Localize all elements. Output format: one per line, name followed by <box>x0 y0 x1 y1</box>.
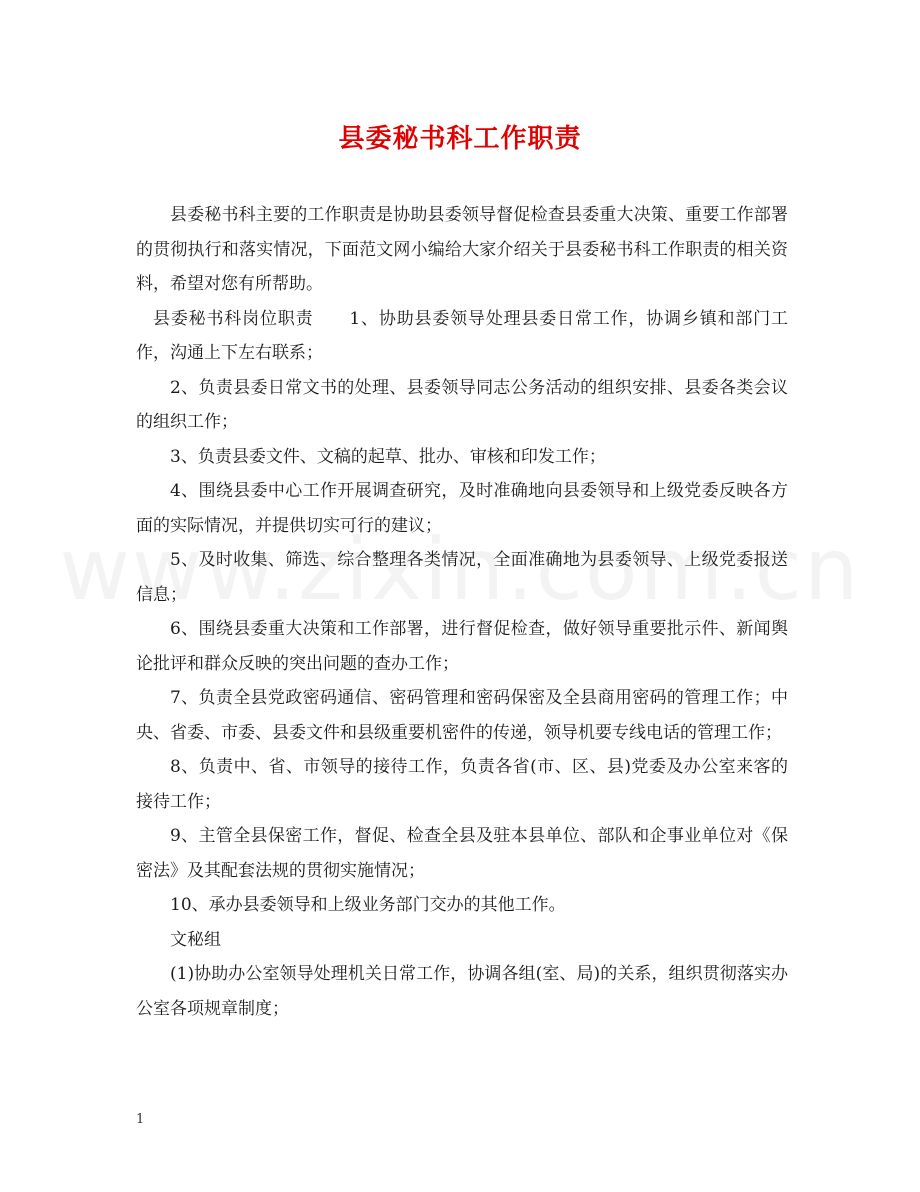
post-heading: 县委秘书科岗位职责 <box>153 308 314 329</box>
duty-item-7: 7、负责全县党政密码通信、密码管理和密码保密及全县商用密码的管理工作；中央、省委、市委、县委文件和县级重要机密件的传递，领导机要专线电话的管理工作； <box>136 688 788 743</box>
duty-item-3: 3、负责县委文件、文稿的起草、批办、审核和印发工作； <box>170 446 606 467</box>
post-duty-paragraph <box>136 302 788 371</box>
duty-item-9: 9、主管全县保密工作，督促、检查全县及驻本县单位、部队和企事业单位对《保密法》及其配套法规的贯彻实施情况； <box>136 826 788 881</box>
duty-item-6: 6、围绕县委重大决策和工作部署，进行督促检查，做好领导重要批示件、新闻舆论批评和群众反映的突出问题的查办工作； <box>136 619 788 674</box>
document-title: 县委秘书科工作职责 <box>338 124 582 154</box>
duty-item-4: 4、围绕县委中心工作开展调查研究，及时准确地向县委领导和上级党委反映各方面的实际情况，并提供切实可行的建议； <box>136 481 788 536</box>
duty-item-8: 8、负责中、省、市领导的接待工作，负责各省(市、区、县)党委及办公室来客的接待工作； <box>136 757 788 812</box>
section-heading: 文秘组 <box>170 929 221 950</box>
duty-item-10: 10、承办县委领导和上级业务部门交办的其他工作。 <box>170 895 566 915</box>
intro-paragraph: 县委秘书科主要的工作职责是协助县委领导督促检查县委重大决策、重要工作部署的贯彻执行和落实情况，下面范文网小编给大家介绍关于县委秘书科工作职责的相关资料，希望对您有所帮助。 <box>136 205 788 294</box>
document-body <box>136 198 788 1026</box>
section-item-1: (1)协助办公室领导处理机关日常工作，协调各组(室、局)的关系，组织贯彻落实办公室各项规章制度； <box>136 964 788 1019</box>
duty-item-2: 2、负责县委日常文书的处理、县委领导同志公务活动的组织安排、县委各类会议的组织工作； <box>136 377 788 432</box>
duty-item-1: 1、协助县委领导处理县委日常工作，协调乡镇和部门工作，沟通上下左右联系； <box>136 308 788 363</box>
duty-item-5: 5、及时收集、筛选、综合整理各类情况，全面准确地为县委领导、上级党委报送信息； <box>136 550 788 605</box>
page-number: 1 <box>136 1112 145 1127</box>
